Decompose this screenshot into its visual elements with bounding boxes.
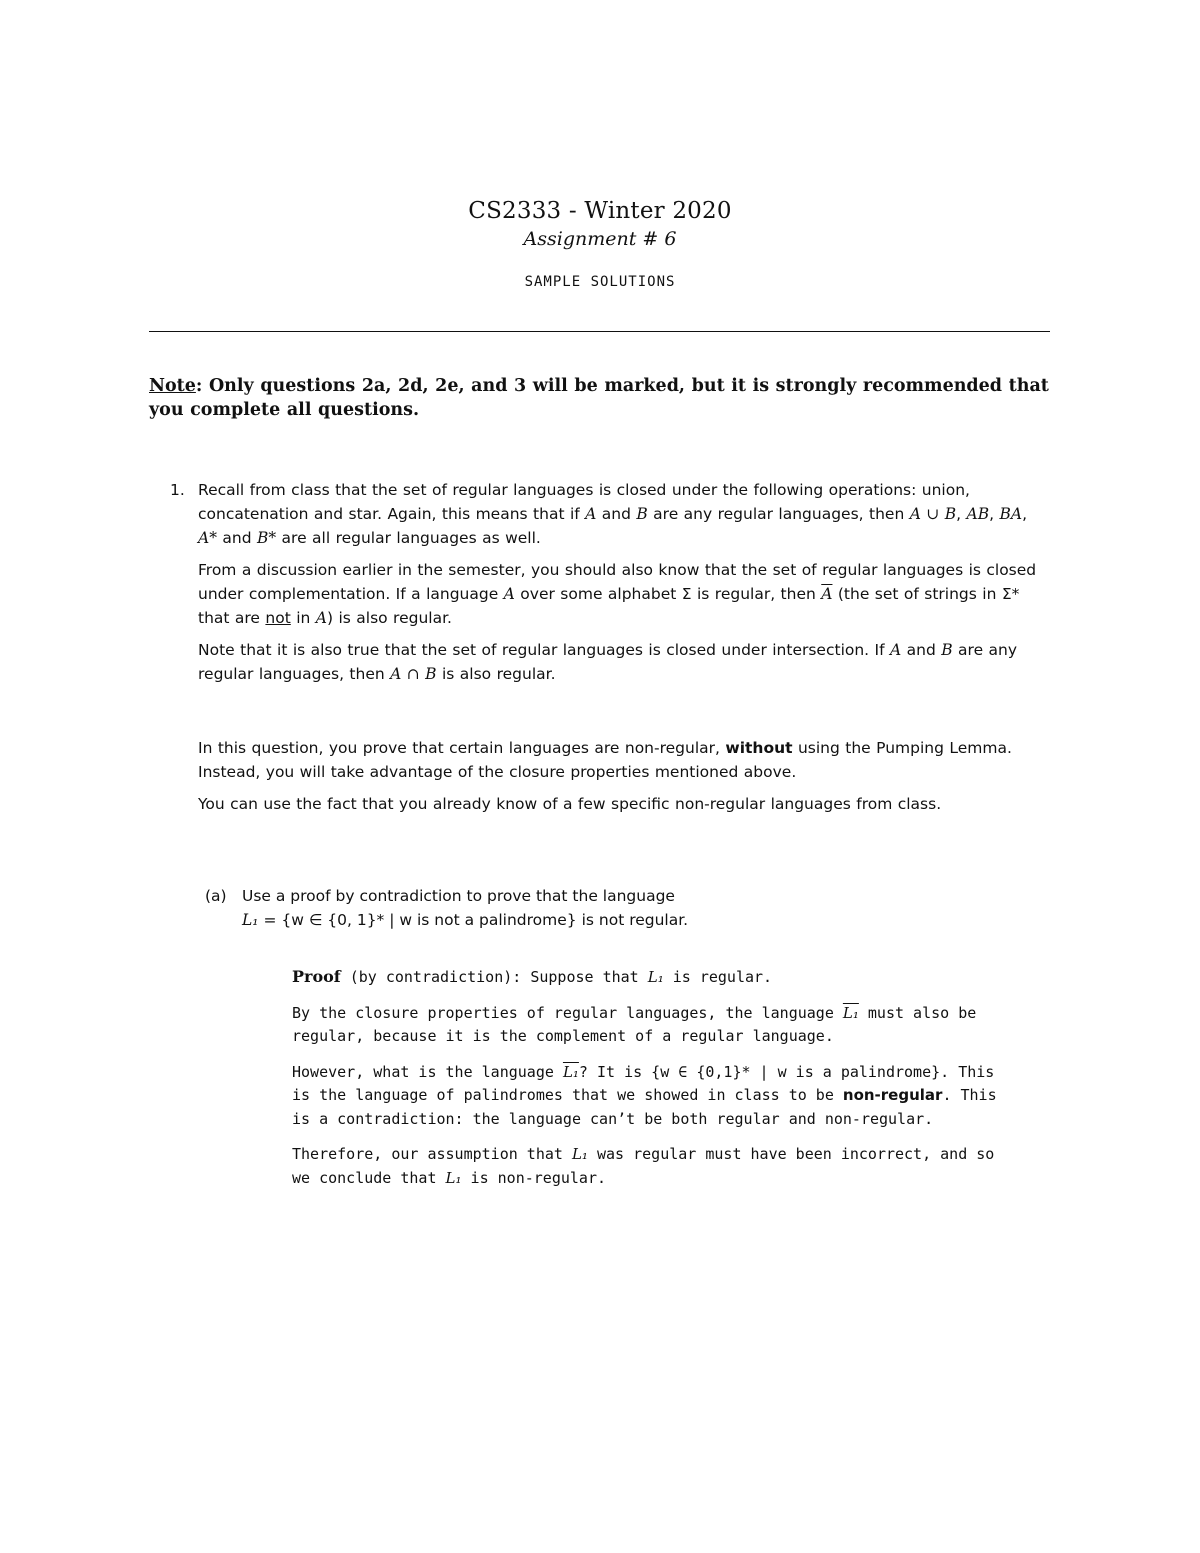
question-1-paragraph-4 [198,736,1050,784]
math-expression: A ∩ B [390,665,437,683]
proof-block [292,965,1012,1202]
text-run: are all regular languages as well. [276,529,541,547]
text-run: and [901,641,942,659]
text-run: using the Pumping Lemma. Instead, you will take advantage of the closure properties mentioned above. [198,739,1012,781]
text-run: and [596,505,637,523]
text-run: is non-regular. [461,1168,607,1187]
question-number: 1. [170,481,185,499]
text-run: By the closure properties of regular languages, the language [292,1003,843,1022]
part-a-text [242,884,1050,932]
part-a-line-2 [242,908,1050,932]
text-run: was regular must have been incorrect, and so we conclude that [292,1145,995,1187]
text-run: is regular. [663,968,773,986]
text-run: From a discussion earlier in the semester, you should also know that the set of regular languages is closed under complementation. If a language [198,561,1037,603]
proof-paragraph-2 [292,1002,1012,1049]
text-run: Recall from class that the set of regular languages is closed under the following operations: union, concatenation and star. Again, this means that if [198,481,970,523]
course-title: CS2333 - Winter 2020 [468,198,732,224]
text-run: In this question, you prove that certain languages are non-regular, [198,739,726,757]
text-run: in [290,609,316,627]
text-run: is regular, then [691,585,822,603]
text-run: that are [198,609,266,627]
text-run: . This is a contradiction: the language can’t be both regular and non-regular. [292,1086,997,1128]
horizontal-rule [149,331,1050,332]
math-symbol: L₁ [445,1168,462,1187]
math-symbol: L₁ [571,1145,588,1163]
text-run: , [956,505,967,523]
math-symbol: A [585,505,597,523]
math-symbol: A [890,641,902,659]
text-run: (by contradiction): Suppose that [340,968,648,986]
text-run: over some alphabet [514,585,682,603]
text-run: (the set of strings in [832,585,1002,603]
text-run: and [216,529,257,547]
proof-paragraph-1 [292,965,1012,990]
note-text: : Only questions 2a, 2d, 2e, and 3 will be marked, but it is strongly recommended that you complete all questions. [149,376,1049,420]
question-1-body [198,478,1050,816]
text-run: ) is also regular. [326,609,452,627]
proof-title: Proof [292,967,341,986]
part-a [205,884,1050,932]
math-symbol: L₁ [647,968,664,986]
math-symbol: A [315,609,327,627]
math-complement: $\overline{A}$ [821,585,833,603]
text-run: are any regular languages, then [647,505,910,523]
question-1 [170,478,1050,824]
math-complement: L₁ [842,1003,859,1022]
text-run: However, what is the language [292,1062,563,1081]
text-run: must also be regular, because it is the complement of a regular language. [292,1003,977,1045]
proof-paragraph-4 [292,1143,1012,1190]
math-expression: BA [999,505,1023,523]
text-run: Therefore, our assumption that [292,1145,572,1163]
math-symbol: B [636,505,648,523]
note-paragraph [149,374,1054,422]
question-1-paragraph-2 [198,558,1050,630]
bold-word: non-regular [842,1086,943,1104]
text-run: = {w ∈ {0, 1}* | w is not a palindrome} is not regular. [258,911,689,929]
math-expression: A ∪ B [909,505,957,523]
note-label: Note [149,376,196,396]
part-a-label: (a) [205,887,227,905]
question-1-paragraph-5: You can use the fact that you already know of a few specific non-regular languages from class. [198,795,942,813]
text-run: , [1022,505,1027,523]
math-symbol: L₁ [242,911,259,929]
math-expression: A* [198,529,217,547]
math-complement: L₁ [562,1062,579,1081]
text-run: Note that it is also true that the set of regular languages is closed under intersection. If [198,641,890,659]
assignment-title: Assignment # 6 [523,228,677,250]
sample-solutions-label: SAMPLE SOLUTIONS [524,274,676,290]
text-run: are any regular languages, then [198,641,1018,683]
text-run: , [989,505,1000,523]
bold-word: without [725,739,793,757]
math-expression: AB [966,505,990,523]
proof-paragraph-3 [292,1061,1012,1132]
underlined-word: not [265,609,291,627]
math-expression: Σ* [1001,585,1020,603]
math-symbol: Σ [681,585,692,603]
part-a-line-1: Use a proof by contradiction to prove that the language [242,887,675,905]
question-1-paragraph-1 [198,478,1050,550]
spacer [198,694,1050,736]
math-symbol: B [941,641,953,659]
math-expression: B* [256,529,277,547]
text-run: ? It is {w ∈ {0,1}* | w is a palindrome}. This is the language of palindromes that we showed in class to be [292,1062,995,1104]
math-symbol: A [503,585,515,603]
question-1-paragraph-3 [198,638,1050,686]
text-run: is also regular. [436,665,556,683]
